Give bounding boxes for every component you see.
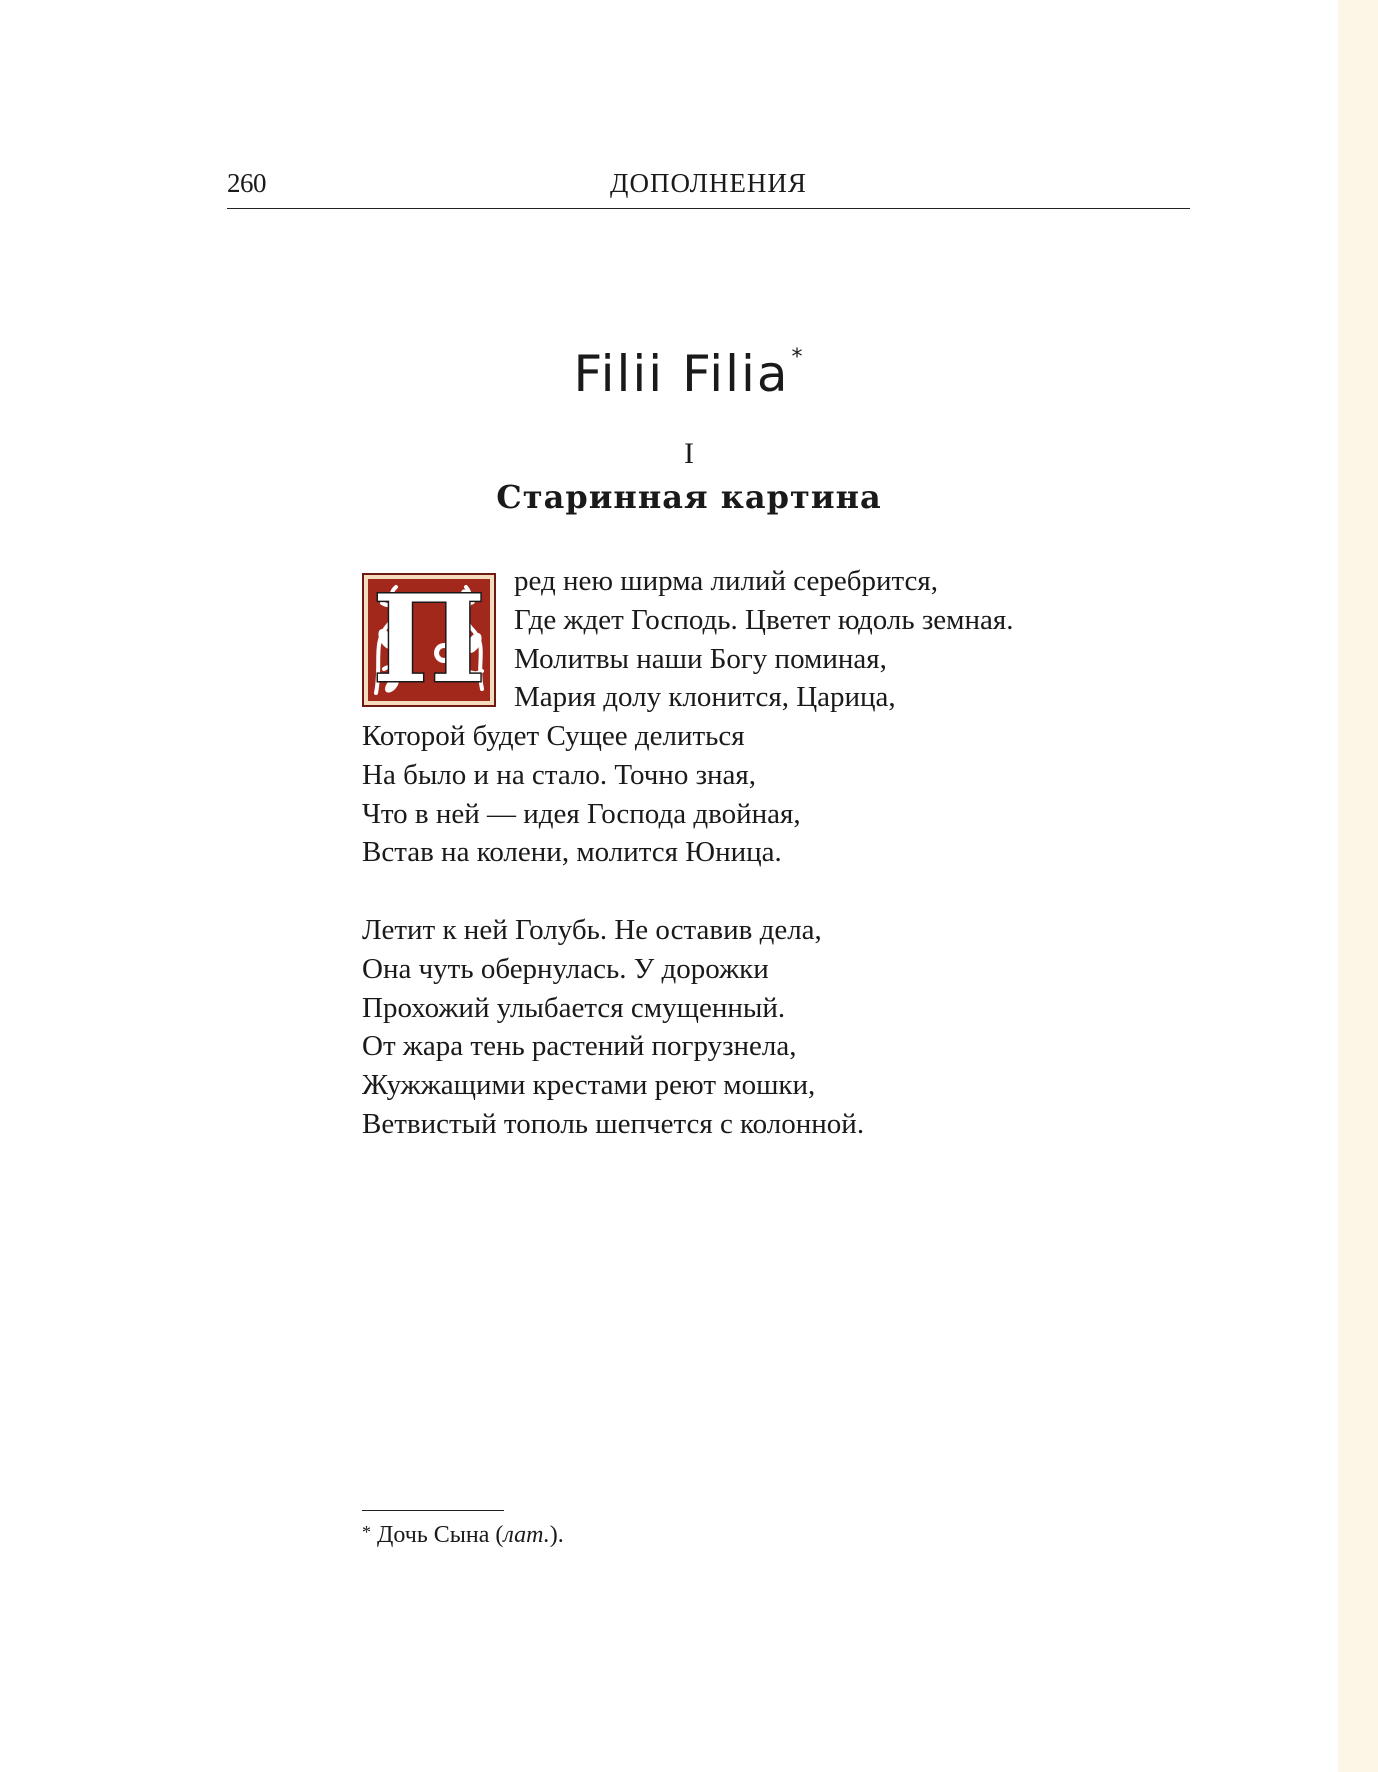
verse-line: Что в ней — идея Господа двойная, xyxy=(362,797,801,830)
footnote-language: лат. xyxy=(503,1522,550,1548)
stanza-1-beside-initial xyxy=(514,562,1014,717)
verse-line: Молитвы наши Богу поминая, xyxy=(514,642,887,675)
verse-line: Которой будет Сущее делиться xyxy=(362,720,745,752)
stanza-2 xyxy=(362,911,864,1144)
verse-line: Жужжащими крестами реют мошки, xyxy=(362,1069,816,1102)
part-numeral: I xyxy=(684,437,694,470)
verse-line: ред нею ширма лилий серебрится, xyxy=(514,565,938,597)
footnote xyxy=(362,1522,564,1549)
footnote-close: ). xyxy=(549,1522,564,1548)
illuminated-initial xyxy=(362,569,496,710)
footnote-text: Дочь Сына ( xyxy=(377,1522,504,1548)
page-number: 260 xyxy=(227,168,266,198)
stanza-1 xyxy=(362,717,801,872)
running-head xyxy=(227,160,1190,209)
verse-line: На было и на стало. Точно зная, xyxy=(362,758,757,791)
poem-title-text: Filii Filia xyxy=(573,345,790,403)
verse-line: Она чуть обернулась. У дорожки xyxy=(362,952,769,985)
poem-title xyxy=(0,345,1378,403)
poem-subtitle: Старинная картина xyxy=(496,478,882,516)
verse-line: От жара тень растений погрузнела, xyxy=(362,1030,797,1063)
footnote-reference: * xyxy=(791,345,805,370)
footnote-rule xyxy=(362,1510,504,1511)
verse-line: Прохожий улыбается смущенный. xyxy=(362,991,786,1024)
page-edge xyxy=(1338,0,1378,1772)
verse-line: Ветвистый тополь шепчется с колонной. xyxy=(362,1107,865,1140)
verse-line: Где ждет Господь. Цветет юдоль земная. xyxy=(514,603,1014,636)
verse-line: Мария долу клонится, Царица, xyxy=(514,681,896,714)
verse-line: Летит к ней Голубь. Не оставив дела, xyxy=(362,914,822,946)
initial-letter: П xyxy=(372,569,486,710)
footnote-mark: * xyxy=(362,1522,371,1542)
section-title: ДОПОЛНЕНИЯ xyxy=(610,168,807,198)
verse-line: Встав на колени, молится Юница. xyxy=(362,836,782,869)
